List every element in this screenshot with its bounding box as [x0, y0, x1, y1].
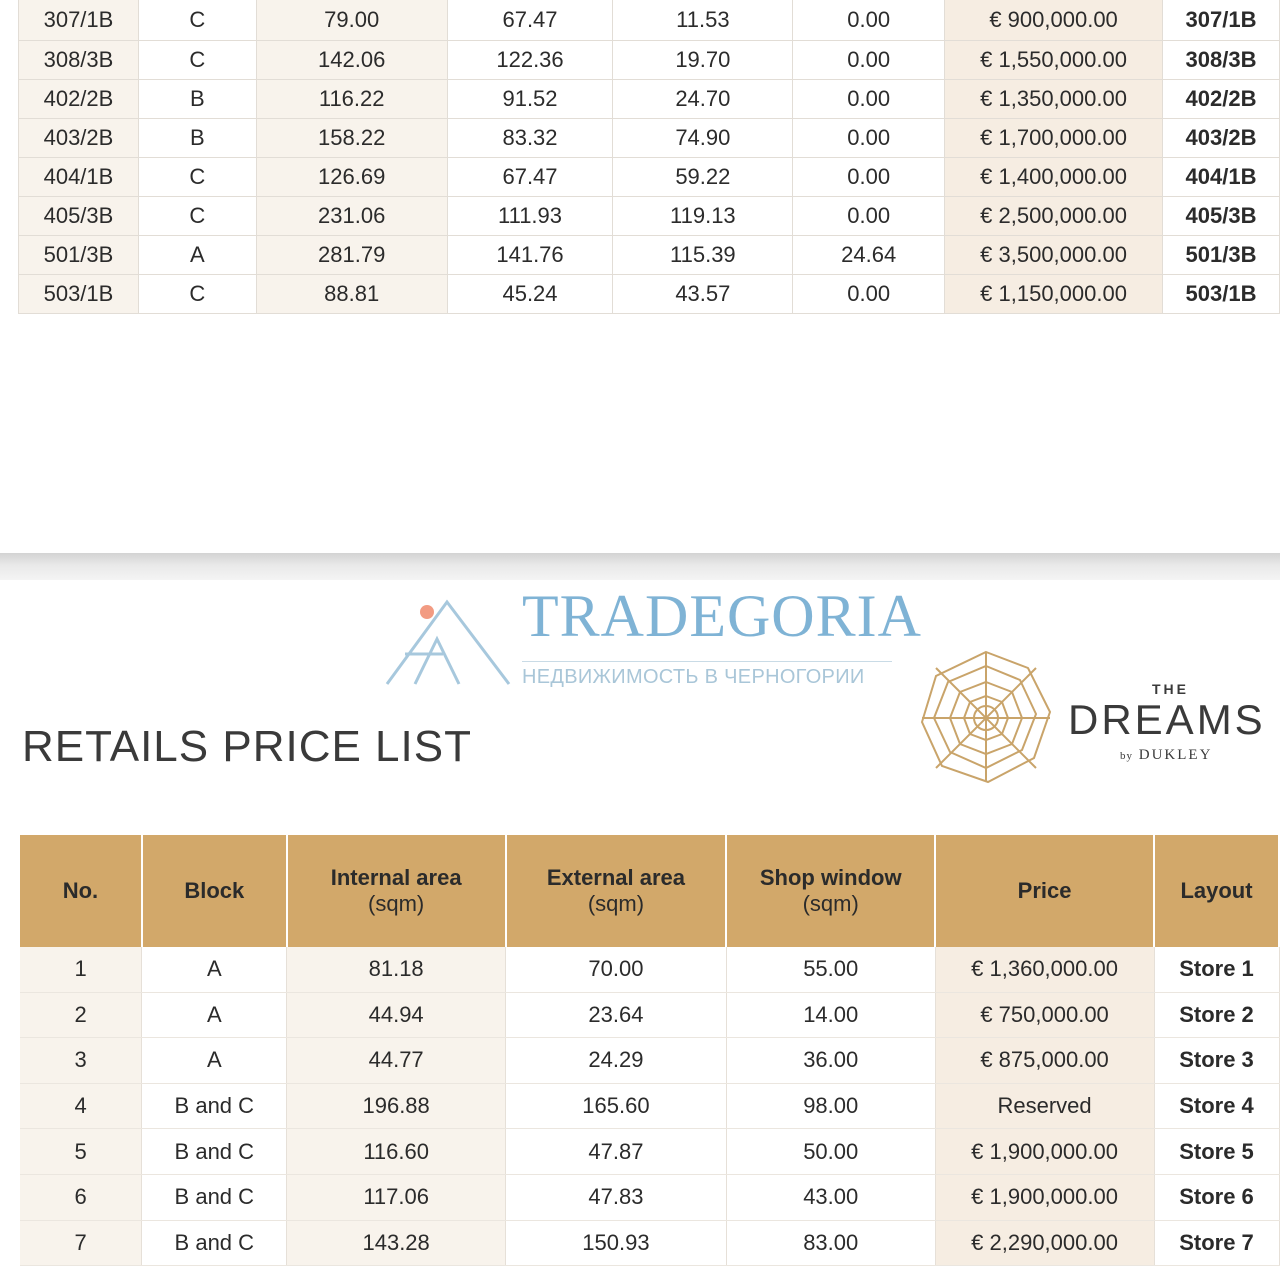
block-cell: C — [138, 158, 256, 197]
unit-number-cell: 402/2B — [19, 80, 139, 119]
terrace-area-cell: 74.90 — [613, 119, 793, 158]
table-row — [19, 197, 1280, 236]
garden-area-cell: 0.00 — [793, 197, 945, 236]
page-title: RETAILS PRICE LIST — [22, 722, 472, 772]
internal-area-cell: 111.93 — [447, 197, 613, 236]
internal-area-cell: 83.32 — [447, 119, 613, 158]
internal-area-label: Internal area — [330, 865, 462, 890]
internal-area-cell: 44.94 — [287, 992, 506, 1038]
internal-area-cell: 91.52 — [447, 80, 613, 119]
store-number-cell: 4 — [20, 1083, 142, 1129]
apartments-price-table — [18, 0, 1280, 314]
column-header-no: No. — [20, 835, 142, 947]
price-cell: € 1,700,000.00 — [945, 119, 1163, 158]
block-cell: B and C — [142, 1174, 287, 1220]
table-row — [20, 992, 1279, 1038]
internal-area-unit: (sqm) — [368, 891, 425, 916]
layout-link-cell[interactable]: 402/2B — [1163, 80, 1280, 119]
internal-area-cell: 143.28 — [287, 1220, 506, 1266]
shop-window-cell: 36.00 — [726, 1038, 935, 1084]
page-separator — [0, 553, 1280, 580]
price-cell: € 1,900,000.00 — [935, 1174, 1154, 1220]
table-row — [19, 119, 1280, 158]
terrace-area-cell: 24.70 — [613, 80, 793, 119]
unit-number-cell: 403/2B — [19, 119, 139, 158]
layout-link-cell[interactable]: Store 6 — [1154, 1174, 1279, 1220]
internal-area-cell: 81.18 — [287, 947, 506, 992]
table-row — [19, 41, 1280, 80]
internal-area-cell: 67.47 — [447, 0, 613, 41]
garden-area-cell: 0.00 — [793, 275, 945, 314]
apartments-page — [0, 0, 1280, 553]
block-cell: B — [138, 80, 256, 119]
garden-area-cell: 24.64 — [793, 236, 945, 275]
price-cell: € 750,000.00 — [935, 992, 1154, 1038]
apartments-table-body — [19, 0, 1280, 314]
layout-link-cell[interactable]: Store 1 — [1154, 947, 1279, 992]
internal-area-cell: 141.76 — [447, 236, 613, 275]
layout-link-cell[interactable]: 501/3B — [1163, 236, 1280, 275]
block-cell: C — [138, 41, 256, 80]
table-row — [20, 1083, 1279, 1129]
column-header-layout: Layout — [1154, 835, 1279, 947]
layout-link-cell[interactable]: 404/1B — [1163, 158, 1280, 197]
garden-area-cell: 0.00 — [793, 119, 945, 158]
garden-area-cell: 0.00 — [793, 80, 945, 119]
external-area-cell: 47.87 — [506, 1129, 727, 1175]
terrace-area-cell: 11.53 — [613, 0, 793, 41]
brand-name: DREAMS — [1068, 696, 1266, 743]
shop-window-cell: 50.00 — [726, 1129, 935, 1175]
terrace-area-cell: 119.13 — [613, 197, 793, 236]
terrace-area-cell: 19.70 — [613, 41, 793, 80]
layout-link-cell[interactable]: Store 4 — [1154, 1083, 1279, 1129]
internal-area-cell: 44.77 — [287, 1038, 506, 1084]
the-dreams-logo — [916, 648, 1280, 788]
total-area-cell: 79.00 — [256, 0, 447, 41]
block-cell: B and C — [142, 1220, 287, 1266]
table-row — [20, 1038, 1279, 1084]
total-area-cell: 142.06 — [256, 41, 447, 80]
retails-price-table — [20, 835, 1280, 1266]
internal-area-cell: 196.88 — [287, 1083, 506, 1129]
shop-window-cell: 83.00 — [726, 1220, 935, 1266]
garden-area-cell: 0.00 — [793, 158, 945, 197]
block-cell: A — [142, 1038, 287, 1084]
brand-maker: DUKLEY — [1138, 747, 1213, 763]
total-area-cell: 88.81 — [256, 275, 447, 314]
price-cell: € 875,000.00 — [935, 1038, 1154, 1084]
external-area-unit: (sqm) — [587, 891, 645, 916]
terrace-area-cell: 115.39 — [613, 236, 793, 275]
store-number-cell: 6 — [20, 1174, 142, 1220]
mountain-logo-icon — [385, 594, 515, 689]
total-area-cell: 281.79 — [256, 236, 447, 275]
layout-link-cell[interactable]: 503/1B — [1163, 275, 1280, 314]
terrace-area-cell: 59.22 — [613, 158, 793, 197]
layout-link-cell[interactable]: Store 2 — [1154, 992, 1279, 1038]
price-cell: € 2,500,000.00 — [945, 197, 1163, 236]
block-cell: C — [138, 275, 256, 314]
external-area-cell: 24.29 — [506, 1038, 727, 1084]
table-row — [19, 158, 1280, 197]
shop-window-cell: 55.00 — [726, 947, 935, 992]
price-cell: € 1,400,000.00 — [945, 158, 1163, 197]
price-cell: € 2,290,000.00 — [935, 1220, 1154, 1266]
price-cell: € 1,350,000.00 — [945, 80, 1163, 119]
table-row — [20, 1174, 1279, 1220]
geometric-flower-icon — [916, 648, 1056, 788]
column-header-block: Block — [142, 835, 287, 947]
layout-link-cell[interactable]: Store 7 — [1154, 1220, 1279, 1266]
layout-link-cell[interactable]: Store 5 — [1154, 1129, 1279, 1175]
block-cell: A — [142, 992, 287, 1038]
unit-number-cell: 501/3B — [19, 236, 139, 275]
retails-page — [0, 580, 1280, 1263]
block-cell: A — [142, 947, 287, 992]
shop-window-unit: (sqm) — [802, 891, 859, 916]
brand-byline — [1120, 747, 1212, 764]
external-area-cell: 70.00 — [506, 947, 727, 992]
table-row — [19, 80, 1280, 119]
watermark-title: TRADEGORIA — [522, 583, 922, 649]
external-area-label: External area — [546, 865, 686, 890]
layout-link-cell[interactable]: 308/3B — [1163, 41, 1280, 80]
unit-number-cell: 503/1B — [19, 275, 139, 314]
total-area-cell: 116.22 — [256, 80, 447, 119]
price-cell: Reserved — [935, 1083, 1154, 1129]
garden-area-cell: 0.00 — [793, 41, 945, 80]
layout-link-cell[interactable]: 307/1B — [1163, 0, 1280, 41]
garden-area-cell: 0.00 — [793, 0, 945, 41]
unit-number-cell: 405/3B — [19, 197, 139, 236]
unit-number-cell: 307/1B — [19, 0, 139, 41]
external-area-cell: 23.64 — [506, 992, 727, 1038]
internal-area-cell: 117.06 — [287, 1174, 506, 1220]
column-header-internal-area — [287, 835, 506, 947]
price-cell: € 1,360,000.00 — [935, 947, 1154, 992]
table-row — [19, 275, 1280, 314]
tradegoria-watermark — [385, 580, 922, 690]
shop-window-label: Shop window — [759, 865, 902, 890]
watermark-divider — [522, 661, 892, 662]
unit-number-cell: 308/3B — [19, 41, 139, 80]
shop-window-cell: 14.00 — [726, 992, 935, 1038]
table-row — [20, 947, 1279, 992]
total-area-cell: 231.06 — [256, 197, 447, 236]
shop-window-cell: 43.00 — [726, 1174, 935, 1220]
table-row — [19, 236, 1280, 275]
column-header-external-area — [506, 835, 727, 947]
store-number-cell: 2 — [20, 992, 142, 1038]
table-row — [20, 1129, 1279, 1175]
internal-area-cell: 116.60 — [287, 1129, 506, 1175]
store-number-cell: 3 — [20, 1038, 142, 1084]
terrace-area-cell: 43.57 — [613, 275, 793, 314]
block-cell: A — [138, 236, 256, 275]
price-cell: € 900,000.00 — [945, 0, 1163, 41]
price-cell: € 1,150,000.00 — [945, 275, 1163, 314]
brand-the-label: THE — [1152, 681, 1189, 697]
external-area-cell: 150.93 — [506, 1220, 727, 1266]
layout-link-cell[interactable]: 405/3B — [1163, 197, 1280, 236]
total-area-cell: 126.69 — [256, 158, 447, 197]
block-cell: C — [138, 0, 256, 41]
internal-area-cell: 45.24 — [447, 275, 613, 314]
table-row — [20, 1220, 1279, 1266]
price-cell: € 3,500,000.00 — [945, 236, 1163, 275]
total-area-cell: 158.22 — [256, 119, 447, 158]
table-row — [19, 0, 1280, 41]
block-cell: B and C — [142, 1083, 287, 1129]
block-cell: B and C — [142, 1129, 287, 1175]
external-area-cell: 165.60 — [506, 1083, 727, 1129]
price-cell: € 1,550,000.00 — [945, 41, 1163, 80]
brand-by-word: by — [1120, 750, 1133, 762]
external-area-cell: 47.83 — [506, 1174, 727, 1220]
table-header-row — [20, 835, 1279, 947]
column-header-shop-window — [726, 835, 935, 947]
store-number-cell: 1 — [20, 947, 142, 992]
column-header-price: Price — [935, 835, 1154, 947]
block-cell: B — [138, 119, 256, 158]
store-number-cell: 5 — [20, 1129, 142, 1175]
internal-area-cell: 122.36 — [447, 41, 613, 80]
retails-table-body — [20, 947, 1279, 1266]
layout-link-cell[interactable]: Store 3 — [1154, 1038, 1279, 1084]
watermark-subtitle: НЕДВИЖИМОСТЬ В ЧЕРНОГОРИИ — [522, 666, 865, 688]
internal-area-cell: 67.47 — [447, 158, 613, 197]
unit-number-cell: 404/1B — [19, 158, 139, 197]
block-cell: C — [138, 197, 256, 236]
shop-window-cell: 98.00 — [726, 1083, 935, 1129]
price-cell: € 1,900,000.00 — [935, 1129, 1154, 1175]
layout-link-cell[interactable]: 403/2B — [1163, 119, 1280, 158]
store-number-cell: 7 — [20, 1220, 142, 1266]
